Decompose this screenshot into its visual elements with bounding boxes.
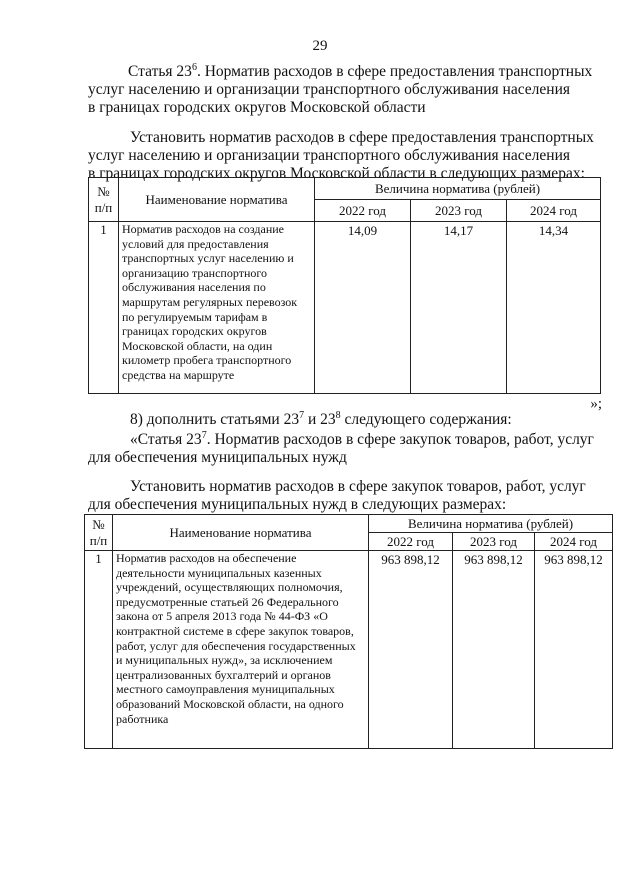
col-header-year: 2022 год xyxy=(369,533,453,551)
article-heading-23-6 xyxy=(88,63,600,117)
value-2022: 14,09 xyxy=(315,222,411,394)
heading-prefix: «Статья 23 xyxy=(130,431,202,448)
page-number: 29 xyxy=(312,38,328,54)
intro-line-1: Установить норматив расходов в сфере закупок товаров, работ, услуг xyxy=(130,478,586,495)
value-2024: 963 898,12 xyxy=(535,551,613,749)
col-header-year: 2023 год xyxy=(453,533,535,551)
heading-line-3: в границах городских округов Московской области xyxy=(88,99,426,116)
norm-name: Норматив расходов на обеспечение деятельности муниципальных казенных учреждений, осуществляющих полномочия, предусмотренные статьей 26 Федерального закона от 5 апреля 2013 года № 44-ФЗ «О контрактной системе в сфере закупок товаров, работ, услуг для обеспечения государственных и муниципальных нужд», за исключением централизованных бухгалтерий и органов местного самоуправления муниципальных образований Московской области, на одного работника xyxy=(113,551,369,749)
value-2022: 963 898,12 xyxy=(369,551,453,749)
intro-line-3: в границах городских округов Московской области в следующих размерах: xyxy=(88,165,585,182)
norm-table-transport xyxy=(88,177,601,394)
col-header-year: 2022 год xyxy=(315,200,411,222)
article-intro-23-7 xyxy=(88,478,600,514)
row-number: 1 xyxy=(85,551,113,749)
table-row xyxy=(85,551,613,749)
value-2023: 14,17 xyxy=(411,222,507,394)
col-header-name: Наименование норматива xyxy=(119,178,315,222)
col-header-value: Величина норматива (рублей) xyxy=(369,515,613,533)
article-heading-23-7 xyxy=(88,431,600,467)
heading-text: . Норматив расходов в сфере закупок товаров, работ, услуг xyxy=(206,431,594,448)
heading-text: . Норматив расходов в сфере предоставления транспортных xyxy=(196,63,593,80)
col-header-year: 2024 год xyxy=(535,533,613,551)
col-header-no: № п/п xyxy=(89,178,119,222)
col-header-year: 2023 год xyxy=(411,200,507,222)
article-intro-23-6 xyxy=(88,129,600,183)
table-row xyxy=(89,222,601,394)
col-header-name: Наименование норматива xyxy=(113,515,369,551)
heading-line-2: для обеспечения муниципальных нужд xyxy=(88,449,347,466)
item8-sup1: 7 xyxy=(299,409,305,421)
intro-line-2: для обеспечения муниципальных нужд в следующих размерах: xyxy=(88,496,507,513)
col-header-year: 2024 год xyxy=(507,200,601,222)
heading-superscript: 7 xyxy=(201,429,207,441)
intro-line-1: Установить норматив расходов в сфере предоставления транспортных xyxy=(130,129,594,146)
value-2024: 14,34 xyxy=(507,222,601,394)
item-8 xyxy=(130,411,600,429)
col-header-no: № п/п xyxy=(85,515,113,551)
norm-name: Норматив расходов на создание условий для предоставления транспортных услуг населению и организацию транспортного обслуживания населения по маршрутам регулярных перевозок по регулируемым тарифам в границах городских округов Московской области, на один километр пробега транспортного средства на маршруте xyxy=(119,222,315,394)
col-header-value: Величина норматива (рублей) xyxy=(315,178,601,200)
heading-superscript: 6 xyxy=(191,61,197,73)
row-number: 1 xyxy=(89,222,119,394)
norm-table-procurement xyxy=(84,514,613,749)
closing-quote: »; xyxy=(590,396,602,412)
heading-prefix: Статья 23 xyxy=(128,63,192,80)
value-2023: 963 898,12 xyxy=(453,551,535,749)
item8-mid: и 23 xyxy=(304,411,336,428)
item8-prefix: 8) дополнить статьями 23 xyxy=(130,411,300,428)
item8-suffix: следующего содержания: xyxy=(340,411,512,428)
item8-sup2: 8 xyxy=(335,409,341,421)
heading-line-2: услуг населению и организации транспортного обслуживания населения xyxy=(88,81,571,98)
intro-line-2: услуг населению и организации транспортного обслуживания населения xyxy=(88,147,571,164)
